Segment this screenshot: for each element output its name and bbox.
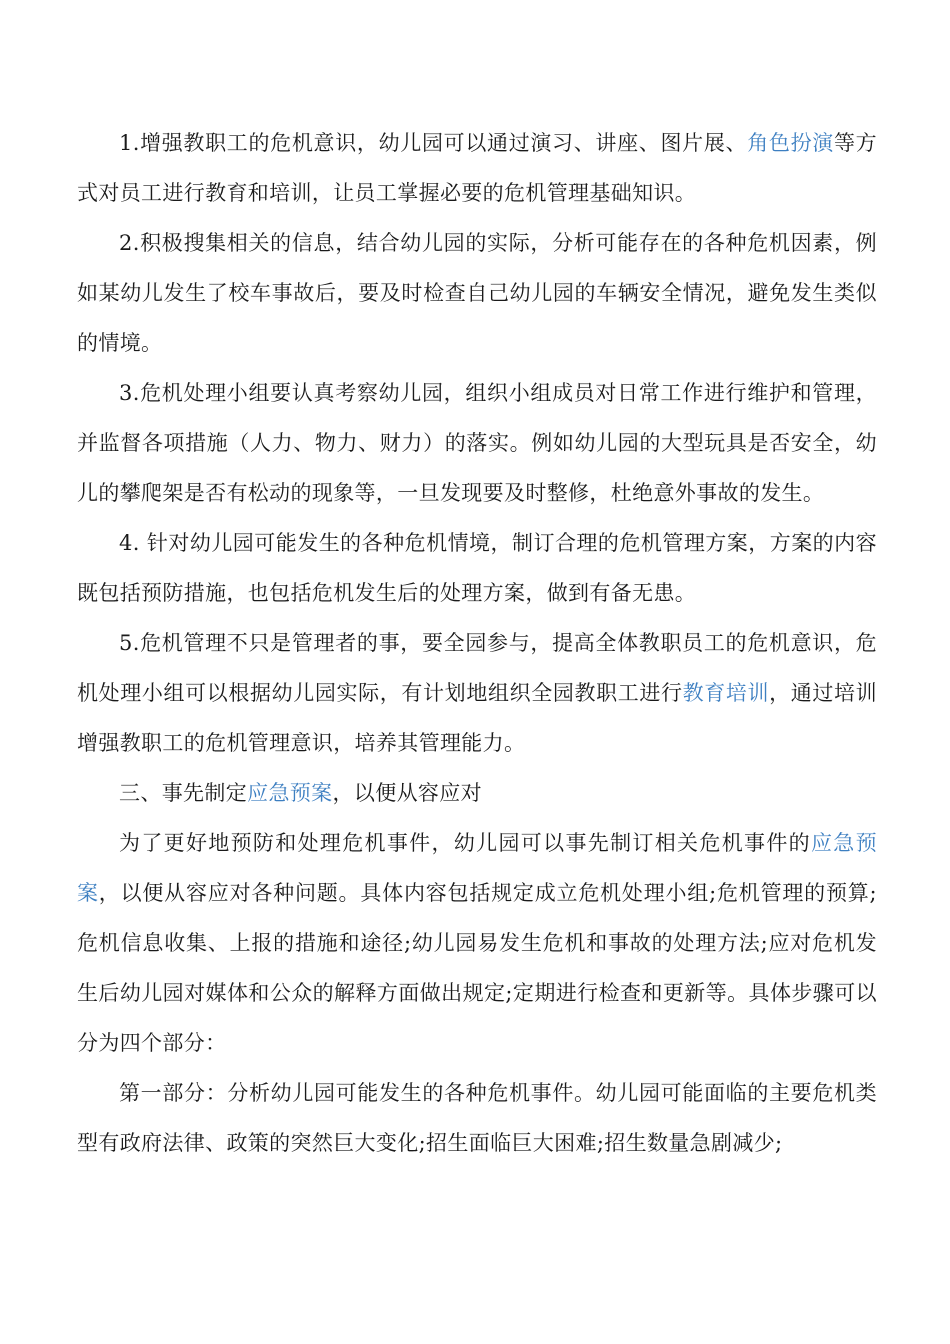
document-page bbox=[77, 118, 877, 1168]
section-heading-3 bbox=[77, 768, 877, 818]
paragraph-1 bbox=[77, 118, 877, 218]
section-heading-text-a: 三、事先制定 bbox=[119, 781, 248, 805]
link-emergency-plan-heading[interactable]: 应急预案 bbox=[247, 781, 333, 805]
link-emergency-plan[interactable]: 应急预案 bbox=[77, 831, 877, 905]
paragraph-3: 3.危机处理小组要认真考察幼儿园，组织小组成员对日常工作进行维护和管理，并监督各项措施（人力、物力、财力）的落实。例如幼儿园的大型玩具是否安全，幼儿的攀爬架是否有松动的现象等，一旦发现要及时整修，杜绝意外事故的发生。 bbox=[77, 381, 877, 505]
link-education-training[interactable]: 教育培训 bbox=[682, 681, 770, 705]
link-role-play[interactable]: 角色扮演 bbox=[747, 131, 834, 155]
paragraph-5-text-b: ，通过培训增强教职工的危机管理意识，培养其管理能力。 bbox=[77, 681, 877, 755]
paragraph-1-text-a: 1.增强教职工的危机意识，幼儿园可以通过演习、讲座、图片展、 bbox=[119, 131, 748, 155]
paragraph-5 bbox=[77, 618, 877, 768]
section-heading-text-b: ，以便从容应对 bbox=[332, 781, 482, 805]
paragraph-7-text-a: 为了更好地预防和处理危机事件，幼儿园可以事先制订相关危机事件的 bbox=[119, 831, 811, 855]
paragraph-7-text-b: ，以便从容应对各种问题。具体内容包括规定成立危机处理小组;危机管理的预算;危机信息收集、上报的措施和途径;幼儿园易发生危机和事故的处理方法;应对危机发生后幼儿园对媒体和公众的解释方面做出规定;定期进行检查和更新等。具体步骤可以分为四个部分： bbox=[77, 881, 877, 1055]
paragraph-8: 第一部分：分析幼儿园可能发生的各种危机事件。幼儿园可能面临的主要危机类型有政府法律、政策的突然巨大变化;招生面临巨大困难;招生数量急剧减少; bbox=[77, 1081, 877, 1155]
paragraph-5-text-a: 5.危机管理不只是管理者的事，要全园参与，提高全体教职员工的危机意识，危机处理小组可以根据幼儿园实际，有计划地组织全园教职工进行 bbox=[77, 631, 877, 705]
paragraph-4: 4. 针对幼儿园可能发生的各种危机情境，制订合理的危机管理方案，方案的内容既包括预防措施，也包括危机发生后的处理方案，做到有备无患。 bbox=[77, 531, 877, 605]
paragraph-2: 2.积极搜集相关的信息，结合幼儿园的实际，分析可能存在的各种危机因素，例如某幼儿发生了校车事故后，要及时检查自己幼儿园的车辆安全情况，避免发生类似的情境。 bbox=[77, 231, 877, 355]
paragraph-1-text-b: 等方式对员工进行教育和培训，让员工掌握必要的危机管理基础知识。 bbox=[77, 131, 877, 205]
paragraph-7 bbox=[77, 818, 877, 1068]
